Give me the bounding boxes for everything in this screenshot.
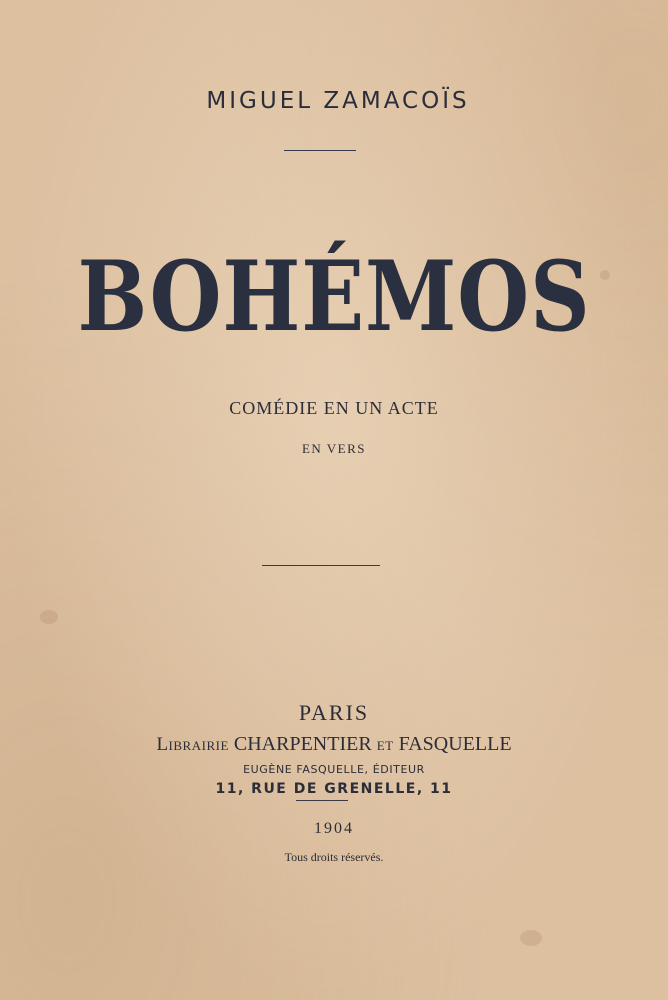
book-subtitle: COMÉDIE EN UN ACTE [229,398,439,418]
paper-stain [520,930,542,946]
top-divider [284,150,356,151]
publication-city: PARIS [298,700,370,725]
paper-stain [40,610,58,624]
book-title: BOHÉMOS [77,240,591,353]
middle-divider [262,565,380,566]
rights-notice: Tous droits réservés. [284,850,384,864]
author-name: MIGUEL ZAMACOÏS [206,88,470,114]
publisher-address: 11, RUE DE GRENELLE, 11 [215,781,453,797]
publisher-part-2: CHARPENTIER [233,733,372,755]
book-subsubtitle: EN VERS [301,441,367,456]
bottom-divider [296,800,348,801]
publisher-part-1: Librairie [156,734,229,755]
editor-line: EUGÈNE FASQUELLE, ÉDITEUR [243,763,425,776]
publisher-part-3: et [376,734,394,755]
publisher-name [0,733,668,756]
publisher-part-4: FASQUELLE [398,733,512,755]
publication-year: 1904 [314,820,354,837]
